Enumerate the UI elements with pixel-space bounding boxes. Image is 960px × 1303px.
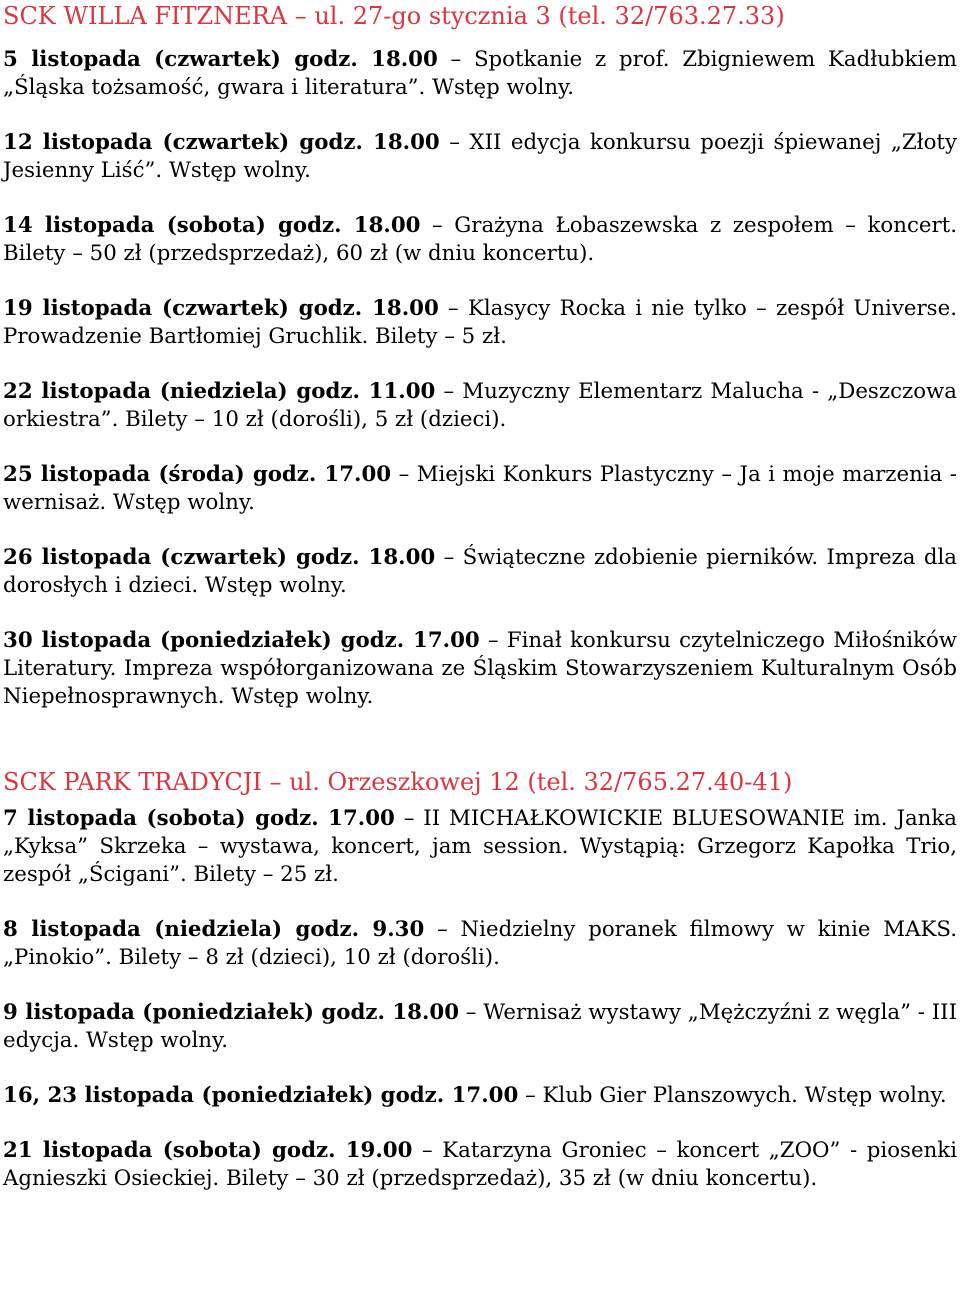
event-description: – Grażyna Łobaszewska z zespołem – koncert. Bilety – 50 zł (przedsprzedaż), 60 zł (w dniu koncertu). bbox=[3, 213, 957, 266]
event-date: 14 listopada (sobota) godz. 18.00 bbox=[3, 213, 421, 238]
event-item bbox=[3, 544, 957, 600]
event-description: – II MICHAŁKOWICKIE BLUESOWANIE im. Janka „Kyksa” Skrzeka – wystawa, koncert, jam session. Wystąpią: Grzegorz Kapołka Trio, zespół „Ścigani”. Bilety – 25 zł. bbox=[3, 806, 958, 887]
event-description: – Finał konkursu czytelniczego Miłośników Literatury. Impreza współorganizowana ze Śląskim Stowarzyszeniem Kulturalnym Osób Niepełnosprawnych. Wstęp wolny. bbox=[3, 628, 957, 709]
event-description: – Katarzyna Groniec – koncert „ZOO” - piosenki Agnieszki Osieckiej. Bilety – 30 zł (przedsprzedaż), 35 zł (w dniu koncertu). bbox=[3, 1138, 958, 1191]
event-description: – Niedzielny poranek filmowy w kinie MAKS. „Pinokio”. Bilety – 8 zł (dzieci), 10 zł (dorośli). bbox=[3, 917, 957, 970]
event-description: – Wernisaż wystawy „Mężczyźni z węgla” - III edycja. Wstęp wolny. bbox=[3, 1000, 957, 1053]
event-date: 26 listopada (czwartek) godz. 18.00 bbox=[3, 545, 436, 570]
event-date: 21 listopada (sobota) godz. 19.00 bbox=[3, 1138, 413, 1163]
event-item bbox=[3, 1082, 957, 1110]
event-date: 30 listopada (poniedziałek) godz. 17.00 bbox=[3, 628, 480, 653]
event-description: – Klub Gier Planszowych. Wstęp wolny. bbox=[518, 1083, 947, 1108]
event-description: – Świąteczne zdobienie pierników. Impreza dla dorosłych i dzieci. Wstęp wolny. bbox=[3, 545, 957, 598]
event-item bbox=[3, 805, 957, 889]
event-description: – XII edycja konkursu poezji śpiewanej „Złoty Jesienny Liść”. Wstęp wolny. bbox=[3, 130, 957, 183]
event-date: 25 listopada (środa) godz. 17.00 bbox=[3, 462, 392, 487]
event-item bbox=[3, 627, 957, 711]
event-date: 5 listopada (czwartek) godz. 18.00 bbox=[3, 47, 438, 72]
event-date: 22 listopada (niedziela) godz. 11.00 bbox=[3, 379, 436, 404]
event-date: 19 listopada (czwartek) godz. 18.00 bbox=[3, 296, 439, 321]
event-description: – Miejski Konkurs Plastyczny – Ja i moje marzenia - wernisaż. Wstęp wolny. bbox=[3, 462, 957, 515]
event-item bbox=[3, 1137, 957, 1193]
section-title-willa-fitznera: SCK WILLA FITZNERA – ul. 27-go stycznia 3 (tel. 32/763.27.33) bbox=[3, 2, 785, 30]
event-description: – Klasycy Rocka i nie tylko – zespół Universe. Prowadzenie Bartłomiej Gruchlik. Bilety – 5 zł. bbox=[3, 296, 957, 349]
event-item bbox=[3, 999, 957, 1055]
event-item bbox=[3, 46, 957, 102]
event-item bbox=[3, 295, 957, 351]
event-date: 12 listopada (czwartek) godz. 18.00 bbox=[3, 130, 440, 155]
event-date: 16, 23 listopada (poniedziałek) godz. 17.00 bbox=[3, 1083, 519, 1108]
event-date: 7 listopada (sobota) godz. 17.00 bbox=[3, 806, 395, 831]
event-description: – Spotkanie z prof. Zbigniewem Kadłubkiem „Śląska tożsamość, gwara i literatura”. Wstęp wolny. bbox=[3, 47, 957, 100]
event-date: 9 listopada (poniedziałek) godz. 18.00 bbox=[3, 1000, 460, 1025]
event-description: – Muzyczny Elementarz Malucha - „Deszczowa orkiestra”. Bilety – 10 zł (dorośli), 5 zł (dzieci). bbox=[3, 379, 957, 432]
event-item bbox=[3, 212, 957, 268]
event-date: 8 listopada (niedziela) godz. 9.30 bbox=[3, 917, 425, 942]
events-list-park-tradycji bbox=[3, 805, 957, 1193]
section-title-park-tradycji: SCK PARK TRADYCJI – ul. Orzeszkowej 12 (tel. 32/765.27.40-41) bbox=[3, 768, 793, 796]
event-item bbox=[3, 916, 957, 972]
event-item bbox=[3, 461, 957, 517]
event-item bbox=[3, 378, 957, 434]
events-list-willa-fitznera bbox=[3, 46, 957, 711]
event-item bbox=[3, 129, 957, 185]
